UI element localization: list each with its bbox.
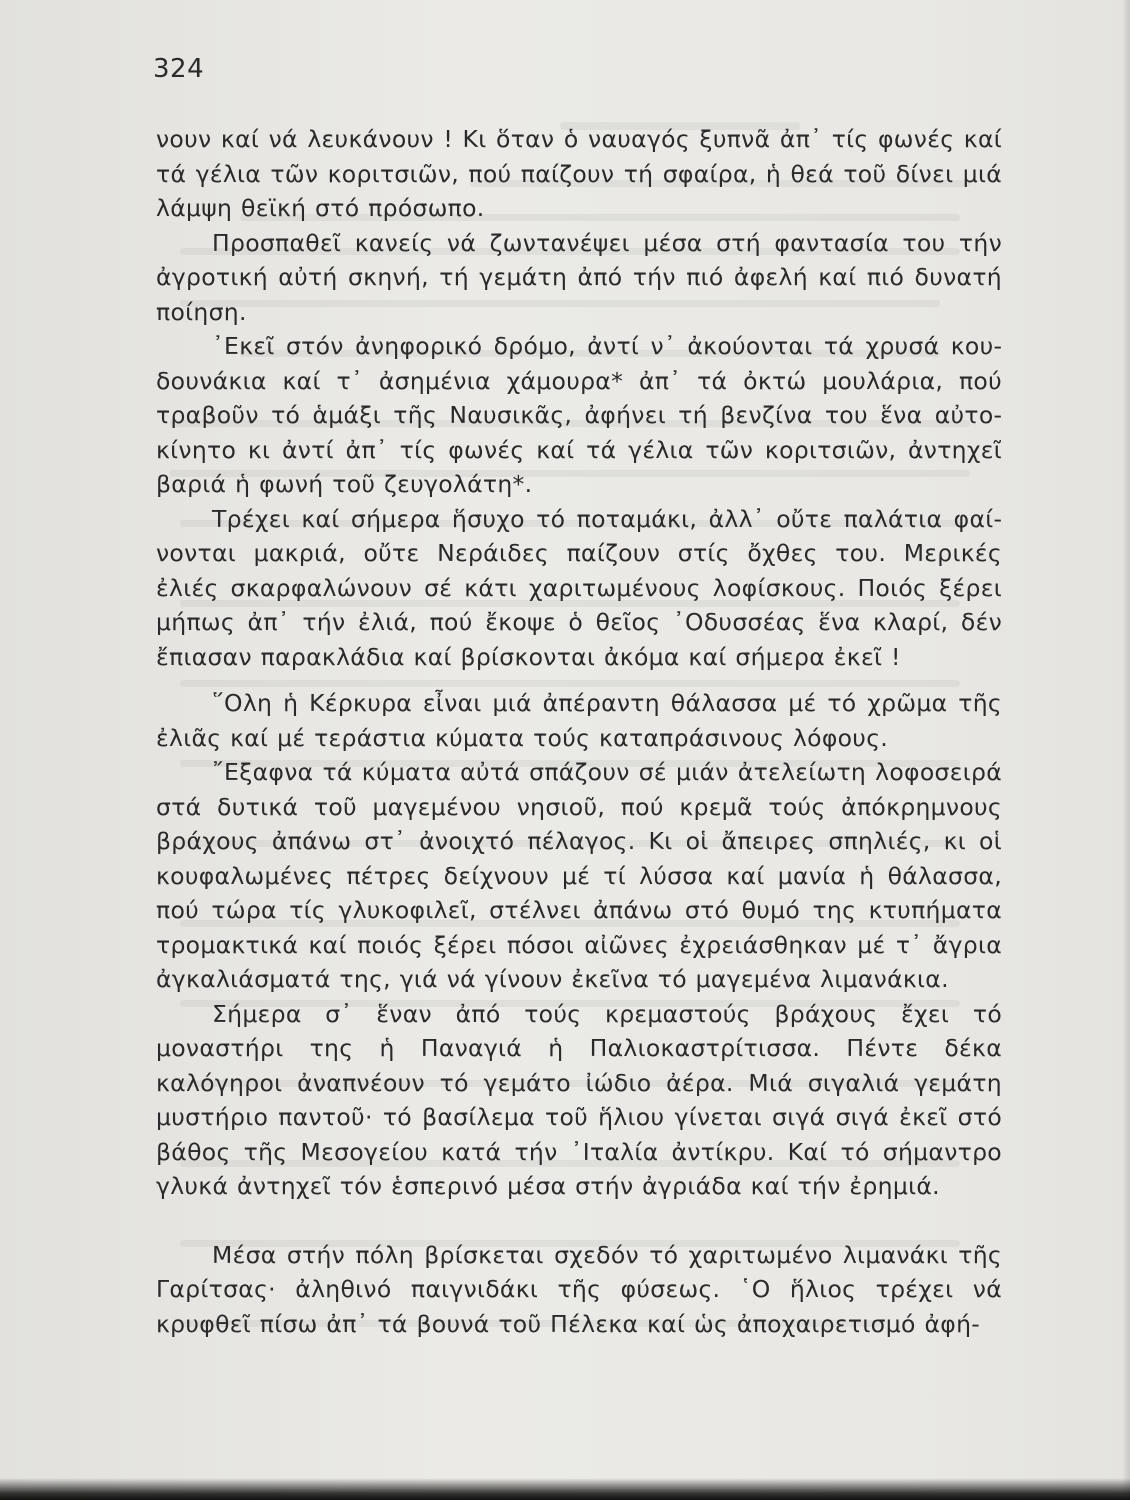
paragraph: Μέσα στήν πόλη βρίσκεται σχεδόν τό χαριτωμένο λιμανάκι τῆς Γαρίτσας· ἀληθινό παιγνιδάκι τῆς φύσεως. ῾Ο ἥλιος τρέχει νά κρυφθεῖ πίσω ἀπ᾽ τά βουνά τοῦ Πέλεκα καί ὡς ἀποχαιρετισμό ἀφή- — [156, 1240, 1002, 1338]
paragraph: Τρέχει καί σήμερα ἥσυχο τό ποταμάκι, ἀλλ᾽ οὔτε παλάτια φαίνονται μακριά, οὔτε Νεράιδες παίζουν στίς ὄχθες του. Μερικές ἐλιές σκαρφαλώνουν σέ κάτι χαριτωμένους λοφίσκους. Ποιός ξέρει μήπως ἀπ᾽ τήν ἐλιά, πού ἔκοψε ὁ θεῖος ᾽Οδυσσέας ἕνα κλαρί, δέν ἔπιασαν παρακλάδια καί βρίσκονται ἀκόμα καί σήμερα ἐκεῖ ! — [156, 504, 1002, 671]
paragraph: Προσπαθεῖ κανείς νά ζωντανέψει μέσα στή φαντασία του τήν ἀγροτική αὐτή σκηνή, τή γεμάτη ἀπό τήν πιό ἀφελή καί πιό δυνατή ποίηση. — [156, 228, 1002, 326]
paragraph: ᾽Εκεῖ στόν ἀνηφορικό δρόμο, ἀντί ν᾽ ἀκούονται τά χρυσά κουδουνάκια καί τ᾽ ἀσημένια χάμουρα* ἀπ᾽ τά ὀκτώ μουλάρια, πού τραβοῦν τό ἁμάξι τῆς Ναυσικᾶς, ἀφήνει τή βενζίνα του ἕνα αὐτοκίνητο κι ἀντί ἀπ᾽ τίς φωνές καί τά γέλια τῶν κοριτσιῶν, ἀντηχεῖ βαριά ἡ φωνή τοῦ ζευγολάτη*. — [156, 332, 1002, 498]
body-text — [156, 122, 1002, 1341]
paragraph: Σήμερα σ᾽ ἕναν ἀπό τούς κρεμαστούς βράχους ἔχει τό μοναστήρι της ἡ Παναγιά ἡ Παλιοκαστρίτισσα. Πέντε δέκα καλόγηροι ἀναπνέουν τό γεμάτο ἰώδιο ἀέρα. Μιά σιγαλιά γεμάτη μυστήριο παντοῦ· τό βασίλεμα τοῦ ἥλιου γίνεται σιγά σιγά ἐκεῖ στό βάθος τῆς Μεσογείου κατά τήν ᾽Ιταλία ἀντίκρυ. Καί τό σήμαντρο γλυκά ἀντηχεῖ τόν ἑσπερινό μέσα στήν ἀγριάδα καί τήν ἐρημιά. — [156, 999, 1002, 1200]
paragraph: ῞Ολη ἡ Κέρκυρα εἶναι μιά ἀπέραντη θάλασσα μέ τό χρῶμα τῆς ἐλιᾶς καί μέ τεράστια κύματα τούς καταπράσινους λόφους. — [156, 689, 1002, 752]
page-edge-shadow — [1122, 0, 1130, 1500]
page-number: 324 — [153, 54, 205, 84]
scan-bottom-edge — [0, 1478, 1130, 1500]
paragraph: νουν καί νά λευκάνουν ! Κι ὅταν ὁ ναυαγός ξυπνᾶ ἀπ᾽ τίς φωνές καί τά γέλια τῶν κοριτσιῶν, πού παίζουν τή σφαίρα, ἡ θεά τοῦ δίνει μιά λάμψη θεϊκή στό πρόσωπο. — [156, 125, 1002, 222]
paragraph: ῎Εξαφνα τά κύματα αὐτά σπάζουν σέ μιάν ἀτελείωτη λοφοσειρά στά δυτικά τοῦ μαγεμένου νησιοῦ, πού κρεμᾶ τούς ἀπόκρημνους βράχους ἀπάνω στ᾽ ἀνοιχτό πέλαγος. Κι οἱ ἄπειρες σπηλιές, κι οἱ κουφαλωμένες πέτρες δείχνουν μέ τί λύσσα καί μανία ἡ θάλασσα, πού τώρα τίς γλυκοφιλεῖ, στέλνει ἀπάνω στό θυμό της κτυπήματα τρομακτικά καί ποιός ξέρει πόσοι αἰῶνες ἐχρειάσθηκαν μέ τ᾽ ἄγρια ἀγκαλιάσματά της, γιά νά γίνουν ἐκεῖνα τό μαγεμένα λιμανάκια. — [156, 758, 1002, 993]
